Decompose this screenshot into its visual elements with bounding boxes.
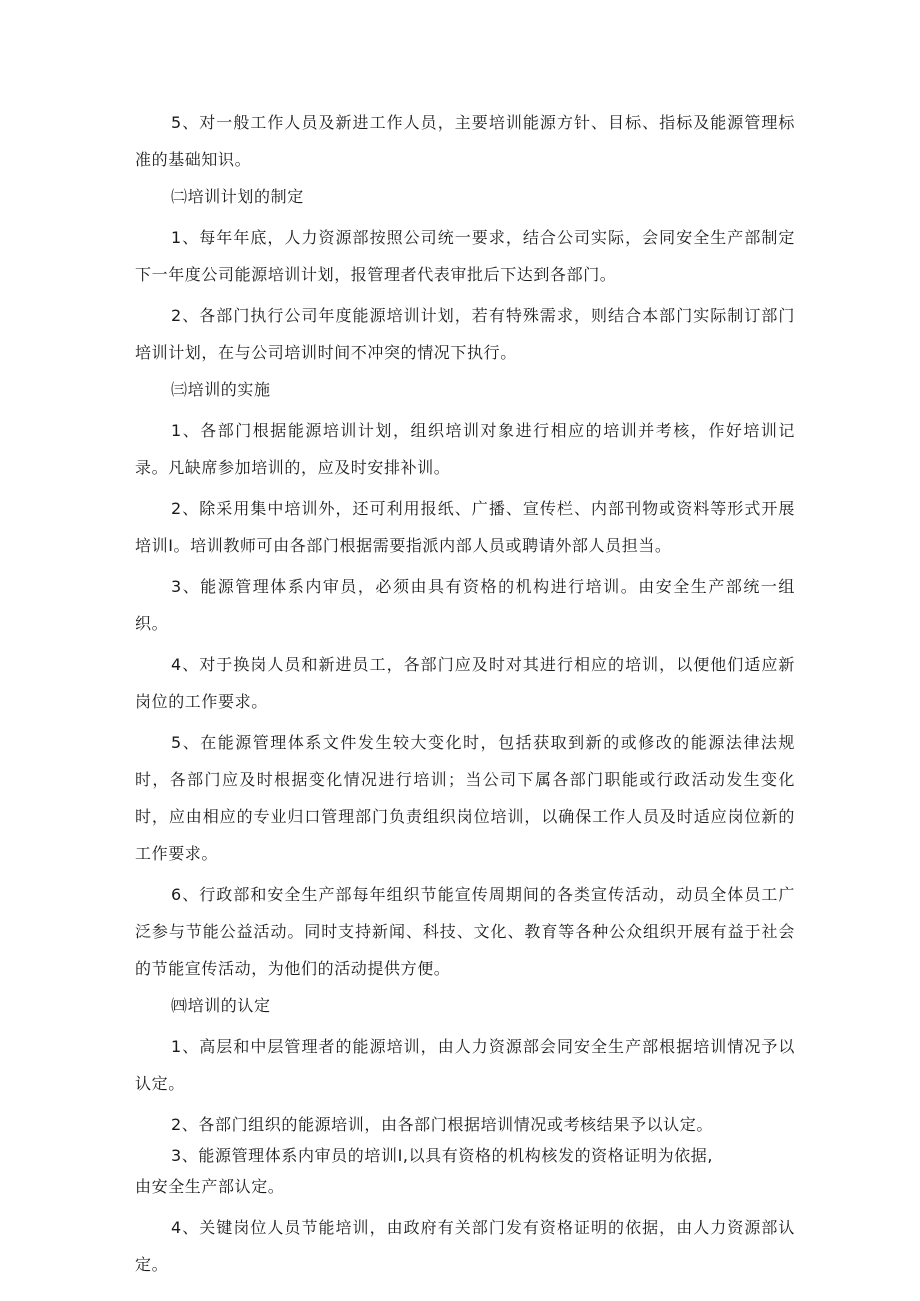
section-heading-training-certification: ㈣培训的认定 xyxy=(171,996,271,1015)
paragraph-manager-certification: 1、高层和中层管理者的能源培训，由人力资源部会同安全生产部根据培训情况予以认定。 xyxy=(135,1037,795,1093)
document-body xyxy=(135,104,795,1283)
paragraph-system-changes: 5、在能源管理体系文件发生较大变化时，包括获取到新的或修改的能源法律法规时，各部门应及时根据变化情况进行培训；当公司下属各部门职能或行政活动发生变化时，应由相应的专业归口管理部门负责组织岗位培训，以确保工作人员及时适应岗位新的工作要求。 xyxy=(135,733,795,863)
paragraph-department-plan: 2、各部门执行公司年度能源培训计划，若有特殊需求，则结合本部门实际制订部门培训计划，在与公司培训时间不冲突的情况下执行。 xyxy=(135,306,795,362)
auditor-certification-line-2: 由安全生产部认定。 xyxy=(135,1177,285,1196)
paragraph-internal-auditor: 3、能源管理体系内审员，必须由具有资格的机构进行培训。由安全生产部统一组织。 xyxy=(135,577,795,633)
paragraph-new-employees: 4、对于换岗人员和新进员工，各部门应及时对其进行相应的培训，以便他们适应新岗位的工作要求。 xyxy=(135,655,795,711)
section-heading-training-plan: ㈡培训计划的制定 xyxy=(171,187,304,206)
paragraph-department-certification: 2、各部门组织的能源培训，由各部门根据培训情况或考核结果予以认定。 xyxy=(171,1115,713,1134)
paragraph-auditor-certification xyxy=(135,1143,795,1205)
paragraph-key-position-certification: 4、关键岗位人员节能培训，由政府有关部门发有资格证明的依据，由人力资源部认定。 xyxy=(135,1218,795,1274)
paragraph-general-staff-training: 5、对一般工作人员及新进工作人员，主要培训能源方针、目标、指标及能源管理标准的基础知识。 xyxy=(135,113,795,169)
paragraph-training-records: 1、各部门根据能源培训计划，组织培训对象进行相应的培训并考核，作好培训记录。凡缺席参加培训的，应及时安排补训。 xyxy=(135,421,795,477)
auditor-certification-line-1: 3、能源管理体系内审员的培训I,以具有资格的机构核发的资格证明为依据, xyxy=(171,1146,714,1165)
paragraph-energy-saving-week: 6、行政部和安全生产部每年组织节能宣传周期间的各类宣传活动，动员全体员工广泛参与节能公益活动。同时支持新闻、科技、文化、教育等各种公众组织开展有益于社会的节能宣传活动，为他们的活动提供方便。 xyxy=(135,885,795,978)
section-heading-training-implementation: ㈢培训的实施 xyxy=(171,380,271,399)
paragraph-annual-plan: 1、每年年底，人力资源部按照公司统一要求，结合公司实际，会同安全生产部制定下一年度公司能源培训计划，报管理者代表审批后下达到各部门。 xyxy=(135,228,795,284)
paragraph-training-forms: 2、除采用集中培训外，还可利用报纸、广播、宣传栏、内部刊物或资料等形式开展培训I。培训教师可由各部门根据需要指派内部人员或聘请外部人员担当。 xyxy=(135,499,795,555)
